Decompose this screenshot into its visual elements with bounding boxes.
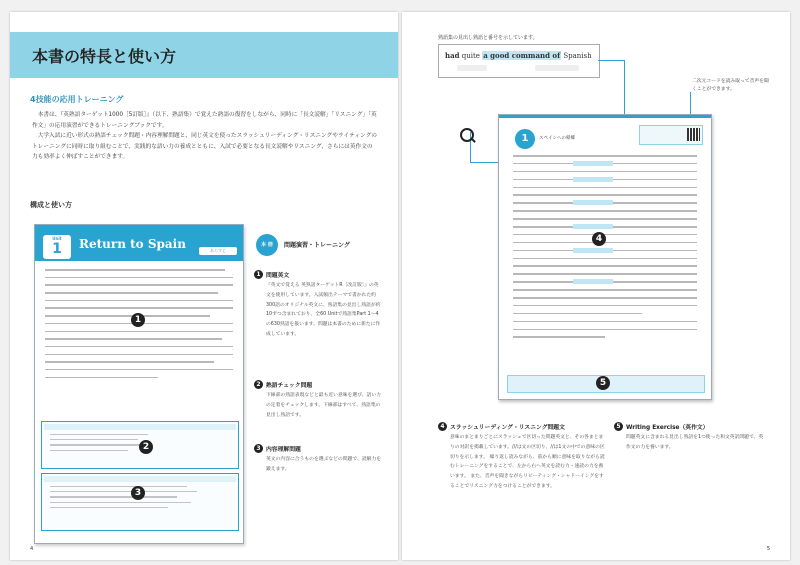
question-header xyxy=(44,476,236,482)
text-line xyxy=(513,258,697,260)
legend-badge xyxy=(256,234,278,256)
legend-item-2 xyxy=(254,380,382,420)
callout-marker-3: 3 xyxy=(131,486,145,500)
unit-header xyxy=(35,225,243,261)
text-line xyxy=(513,218,697,220)
text-line xyxy=(513,179,697,181)
item-body: 意味のまとまりごとにスラッシュで区切った問題英文と、その各まとまりの対訳を掲載しています。///は文の区切り、//は1文の中での意味の区切りを示します。 繰り返し読みながら、前から順に意味を取りながら読むトレーニングをすることで、左から右へ英文を読む力・速読の力を養います。 また、音声を聞きながらリピーティング・シャドーイングをすることでリスニング力をつけることができます。 xyxy=(450,435,605,489)
headword-mid: quite xyxy=(461,52,480,60)
item-heading: 問題英文 xyxy=(266,273,290,279)
legend-item-4 xyxy=(438,422,608,492)
legend-item-3 xyxy=(254,444,382,475)
text-line xyxy=(513,163,697,165)
item-heading: Writing Exercise（英作文） xyxy=(626,425,709,431)
legend-title: 問題演習・トレーニング xyxy=(284,242,350,249)
callout-marker-2: 2 xyxy=(139,440,153,454)
question-line xyxy=(50,496,177,497)
callout-marker-5: 5 xyxy=(596,376,610,390)
text-line xyxy=(513,281,697,283)
leader-line xyxy=(598,60,624,61)
question-line xyxy=(50,502,191,503)
qr-code-icon xyxy=(687,128,700,141)
page-top-bar xyxy=(499,115,711,118)
item-heading: スラッシュリーディング・リスニング問題文 xyxy=(450,425,565,431)
text-line xyxy=(513,336,605,338)
text-line xyxy=(45,377,158,379)
legend-item-5 xyxy=(614,422,764,453)
text-line xyxy=(45,315,210,317)
text-line xyxy=(45,338,222,340)
question-line xyxy=(50,507,168,508)
text-line xyxy=(45,284,233,286)
item-number: 3 xyxy=(254,444,263,453)
text-line xyxy=(513,321,697,323)
legend-badge-text: 本 冊 xyxy=(261,242,273,248)
page-title: 本書の特長と使い方 xyxy=(32,47,177,66)
unit-tag: あらすじ xyxy=(199,247,237,255)
page-number: 4 xyxy=(30,546,34,552)
question-line xyxy=(50,439,138,440)
text-line xyxy=(45,307,233,309)
text-line xyxy=(513,297,697,299)
callout-marker-4: 4 xyxy=(592,232,606,246)
section-heading-text: 構成と使い方 xyxy=(30,201,72,209)
callout-marker-1: 1 xyxy=(131,313,145,327)
sample-slash-reading-page xyxy=(498,114,712,400)
question-line xyxy=(50,491,197,492)
headword-sample xyxy=(438,44,600,78)
unit-circle: 1 xyxy=(515,129,535,149)
title-band xyxy=(10,32,398,78)
text-line xyxy=(45,346,233,348)
leader-line xyxy=(470,162,500,163)
text-line xyxy=(513,155,697,157)
text-line xyxy=(513,313,642,315)
question-line xyxy=(50,486,187,487)
item-heading: 熟語チェック問題 xyxy=(266,383,313,389)
text-line xyxy=(513,250,697,252)
leader-line xyxy=(624,60,625,116)
text-line xyxy=(513,273,697,275)
question-line xyxy=(50,450,128,451)
legend-item-1 xyxy=(254,270,382,340)
item-number: 2 xyxy=(254,380,263,389)
magnifier-icon xyxy=(460,128,474,142)
intro-paragraph: 本書は、『英熟語ターゲット1000［5訂版］』（以下、熟語集）で覚えた熟語の復習をしながら、同時に「長文読解」「リスニング」「英作文」の応用演習ができるトレーニングブックです。 xyxy=(32,112,377,129)
headword-line xyxy=(445,51,592,60)
text-line xyxy=(45,369,233,371)
text-line xyxy=(513,202,697,204)
text-line xyxy=(45,269,225,271)
unit-badge xyxy=(43,235,71,259)
text-line xyxy=(45,300,233,302)
unit-subtitle: スペインへの帰郷 xyxy=(539,136,575,141)
left-page xyxy=(10,12,398,560)
gloss-tab xyxy=(535,65,579,71)
text-line xyxy=(45,354,233,356)
qr-note: 二次元コードを読み取って音声を聞くことができます。 xyxy=(692,79,769,92)
item-heading: 内容理解問題 xyxy=(266,447,301,453)
unit-label: Unit xyxy=(52,236,62,241)
right-page xyxy=(402,12,790,560)
unit-number: 1 xyxy=(52,241,62,257)
headword-highlight: a good command of xyxy=(483,51,561,60)
comprehension-box xyxy=(41,473,239,531)
headword-note: 熟語集の見出し熟語と番号を示しています。 xyxy=(438,35,538,41)
item-body: 問題英文に含まれる見出し熟語を1つ使った和文英訳問題で、英作文の力を養います。 xyxy=(626,435,764,450)
question-line xyxy=(50,434,148,435)
intro-text xyxy=(32,110,378,163)
text-line xyxy=(513,194,697,196)
question-line xyxy=(50,444,144,445)
intro-paragraph: 大学入試に近い形式の熟語チェック問題・内容理解問題と、同じ英文を使ったスラッシュリーディング・リスニングやライティングのトレーニングに同時に取り組むことで、実践的な語い力の養成とともに、入試で必要となる長文読解やリスニング、さらには英作文の力も効率よく伸ばすことができます。 xyxy=(32,133,377,160)
text-line xyxy=(45,361,214,363)
item-body: 『英文で覚える 英熟語ターゲットR［改訂版］』の英文を使用しています。入試頻出テーマで書かれた約300語のオリジナル英文に、熟語集の見出し熟語が約10ずつ含まれており、全60 Unitで熟語集Part 1〜4の630熟語を扱います。問題は本書のために新たに作成しています。 xyxy=(266,283,381,337)
item-number: 1 xyxy=(254,270,263,279)
unit-title: Return to Spain xyxy=(79,237,186,251)
item-body: 英文の内容に合うものを選ぶなどの問題で、読解力を鍛えます。 xyxy=(266,457,382,472)
question-header xyxy=(44,424,236,430)
text-line xyxy=(45,292,218,294)
page-number: 5 xyxy=(766,546,770,552)
gloss-tab xyxy=(457,65,487,71)
item-number: 4 xyxy=(438,422,447,431)
text-line xyxy=(513,210,697,212)
text-line xyxy=(513,171,697,173)
section-heading-structure xyxy=(30,200,72,210)
text-line xyxy=(513,305,697,307)
item-body: 下線部の熟語表現などと最も近い意味を選び、語い力の定着をチェックします。下線部はすべて、熟語集の見出し熟語です。 xyxy=(266,393,381,418)
text-line xyxy=(45,331,233,333)
text-line xyxy=(45,277,233,279)
headword-pre: had xyxy=(445,51,460,60)
text-line xyxy=(513,329,697,331)
text-line xyxy=(513,289,697,291)
text-line xyxy=(513,265,697,267)
section-heading-training: 4技能の応用トレーニング xyxy=(30,95,124,104)
text-line xyxy=(513,187,697,189)
slash-reading-lines xyxy=(513,155,697,344)
qr-code-box xyxy=(639,125,703,145)
item-number: 5 xyxy=(614,422,623,431)
headword-post: Spanish xyxy=(563,52,592,60)
text-line xyxy=(513,226,697,228)
